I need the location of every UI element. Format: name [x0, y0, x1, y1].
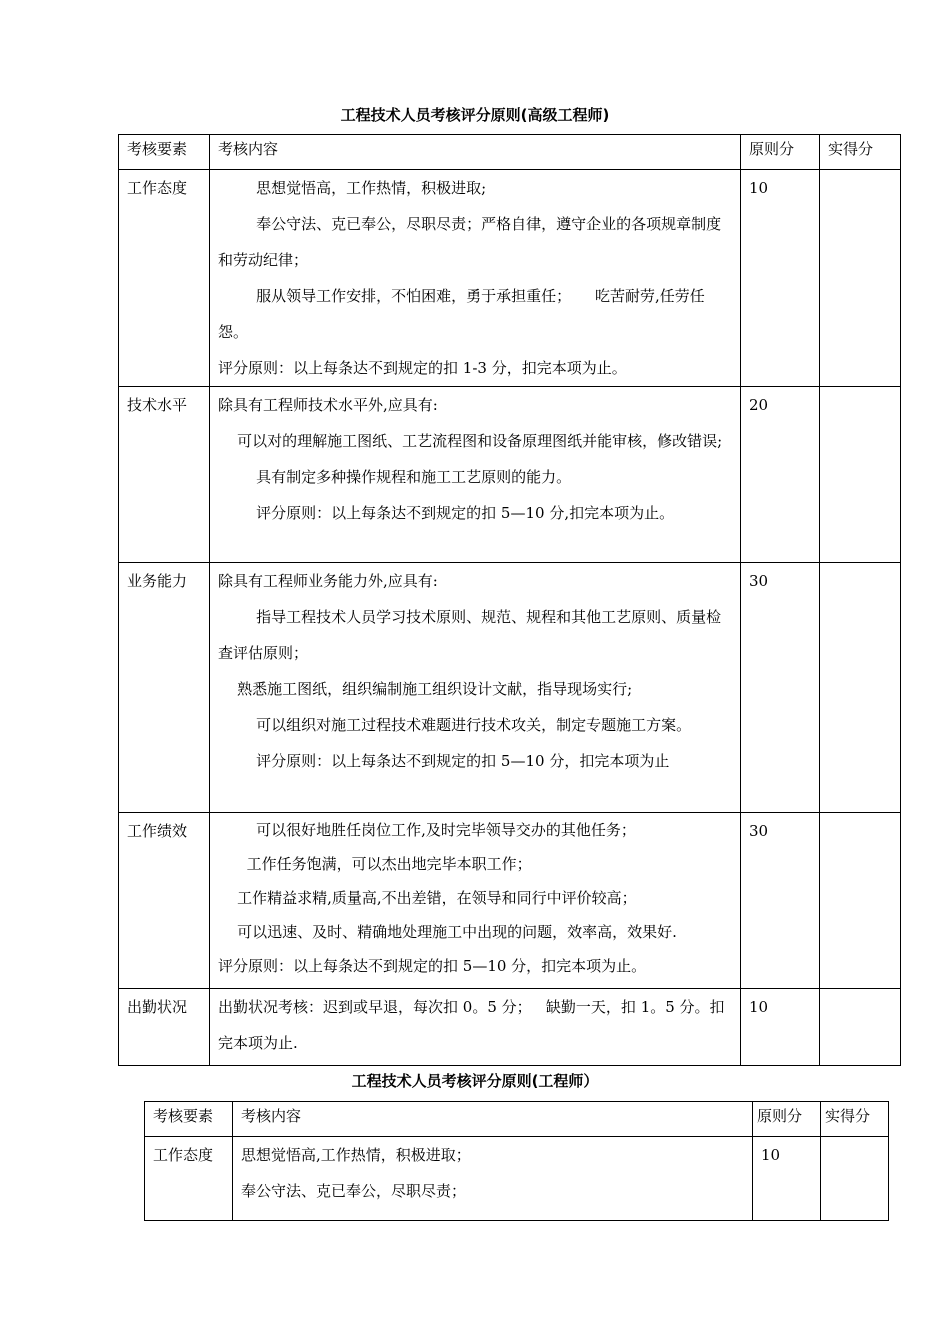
base-score-cell: 10 — [741, 170, 820, 387]
table-row — [145, 1137, 889, 1221]
content-line: 奉公守法、克已奉公，尽职尽责；严格自律，遵守企业的各项规章制度和劳动纪律； — [218, 215, 722, 269]
header-content: 考核内容 — [210, 135, 741, 170]
table-row — [119, 813, 901, 989]
content-line: 可以很好地胜任岗位工作,及时完毕领导交办的其他任务； — [218, 821, 636, 839]
header-factor: 考核要素 — [145, 1102, 233, 1137]
table-row — [119, 170, 901, 387]
header-actual-score: 实得分 — [820, 135, 901, 170]
factor-cell: 工作态度 — [145, 1137, 233, 1221]
content-line: 奉公守法、克已奉公，尽职尽责； — [241, 1182, 467, 1200]
engineer-table — [144, 1101, 889, 1221]
base-score-cell: 30 — [741, 813, 820, 989]
content-line: 可以迅速、及时、精确地处理施工中出现的问题，效率高，效果好. — [218, 923, 677, 941]
table-row — [119, 989, 901, 1066]
header-row — [145, 1102, 889, 1137]
content-cell — [210, 563, 741, 813]
content-line: 具有制定多种操作规程和施工工艺原则的能力。 — [218, 468, 572, 486]
header-base-score: 原则分 — [741, 135, 820, 170]
content-line: 熟悉施工图纸，组织编制施工组织设计文献，指导现场实行; — [218, 680, 633, 698]
actual-score-cell — [820, 989, 901, 1066]
content-line: 工作任务饱满，可以杰出地完毕本职工作； — [218, 855, 532, 873]
header-content: 考核内容 — [233, 1102, 753, 1137]
content-cell — [210, 813, 741, 989]
header-base-score: 原则分 — [753, 1102, 821, 1137]
content-line: 评分原则：以上每条达不到规定的扣 5—10 分，扣完本项为止 — [218, 752, 670, 770]
content-line: 思想觉悟高，工作热情，积极进取; — [218, 179, 487, 197]
actual-score-cell — [820, 563, 901, 813]
table-row — [119, 563, 901, 813]
header-factor: 考核要素 — [119, 135, 210, 170]
content-cell — [210, 989, 741, 1066]
content-line: 评分原则：以上每条达不到规定的扣 5—10 分，扣完本项为止。 — [218, 957, 647, 975]
content-line: 可以对的理解施工图纸、工艺流程图和设备原理图纸并能审核，修改错误; — [218, 432, 723, 450]
factor-cell: 出勤状况 — [119, 989, 210, 1066]
content-line: 可以组织对施工过程技术难题进行技术攻关，制定专题施工方案。 — [218, 716, 692, 734]
actual-score-cell — [821, 1137, 889, 1221]
factor-cell: 技术水平 — [119, 387, 210, 563]
factor-cell: 业务能力 — [119, 563, 210, 813]
header-actual-score: 实得分 — [821, 1102, 889, 1137]
actual-score-cell — [820, 387, 901, 563]
base-score-cell: 30 — [741, 563, 820, 813]
header-row — [119, 135, 901, 170]
table-row — [119, 387, 901, 563]
base-score-cell: 20 — [741, 387, 820, 563]
content-cell — [210, 387, 741, 563]
actual-score-cell — [820, 813, 901, 989]
content-line: 评分原则：以上每条达不到规定的扣 1-3 分，扣完本项为止。 — [218, 359, 627, 377]
content-line: 服从领导工作安排，不怕困难，勇于承担重任； 吃苦耐劳,任劳任怨。 — [218, 287, 705, 341]
content-line: 工作精益求精,质量高,不出差错，在领导和同行中评价较高； — [218, 889, 637, 907]
content-line: 出勤状况考核：迟到或早退，每次扣 0。5 分； 缺勤一天，扣 1。5 分。扣完本项为止. — [218, 998, 725, 1052]
content-line: 除具有工程师业务能力外,应具有: — [218, 572, 438, 590]
base-score-cell: 10 — [741, 989, 820, 1066]
factor-cell: 工作态度 — [119, 170, 210, 387]
senior-engineer-table — [118, 134, 901, 1066]
content-line: 除具有工程师技术水平外,应具有: — [218, 396, 438, 414]
content-line: 指导工程技术人员学习技术原则、规范、规程和其他工艺原则、质量检查评估原则； — [218, 608, 722, 662]
content-cell — [210, 170, 741, 387]
factor-cell: 工作绩效 — [119, 813, 210, 989]
content-cell — [233, 1137, 753, 1221]
content-line: 评分原则：以上每条达不到规定的扣 5—10 分,扣完本项为止。 — [218, 504, 675, 522]
actual-score-cell — [820, 170, 901, 387]
table2-title: 工程技术人员考核评分原则(工程师） — [351, 1072, 599, 1090]
content-line: 思想觉悟高,工作热情，积极进取； — [241, 1146, 471, 1164]
table1-title: 工程技术人员考核评分原则(高级工程师) — [340, 106, 610, 124]
base-score-cell: 10 — [753, 1137, 821, 1221]
